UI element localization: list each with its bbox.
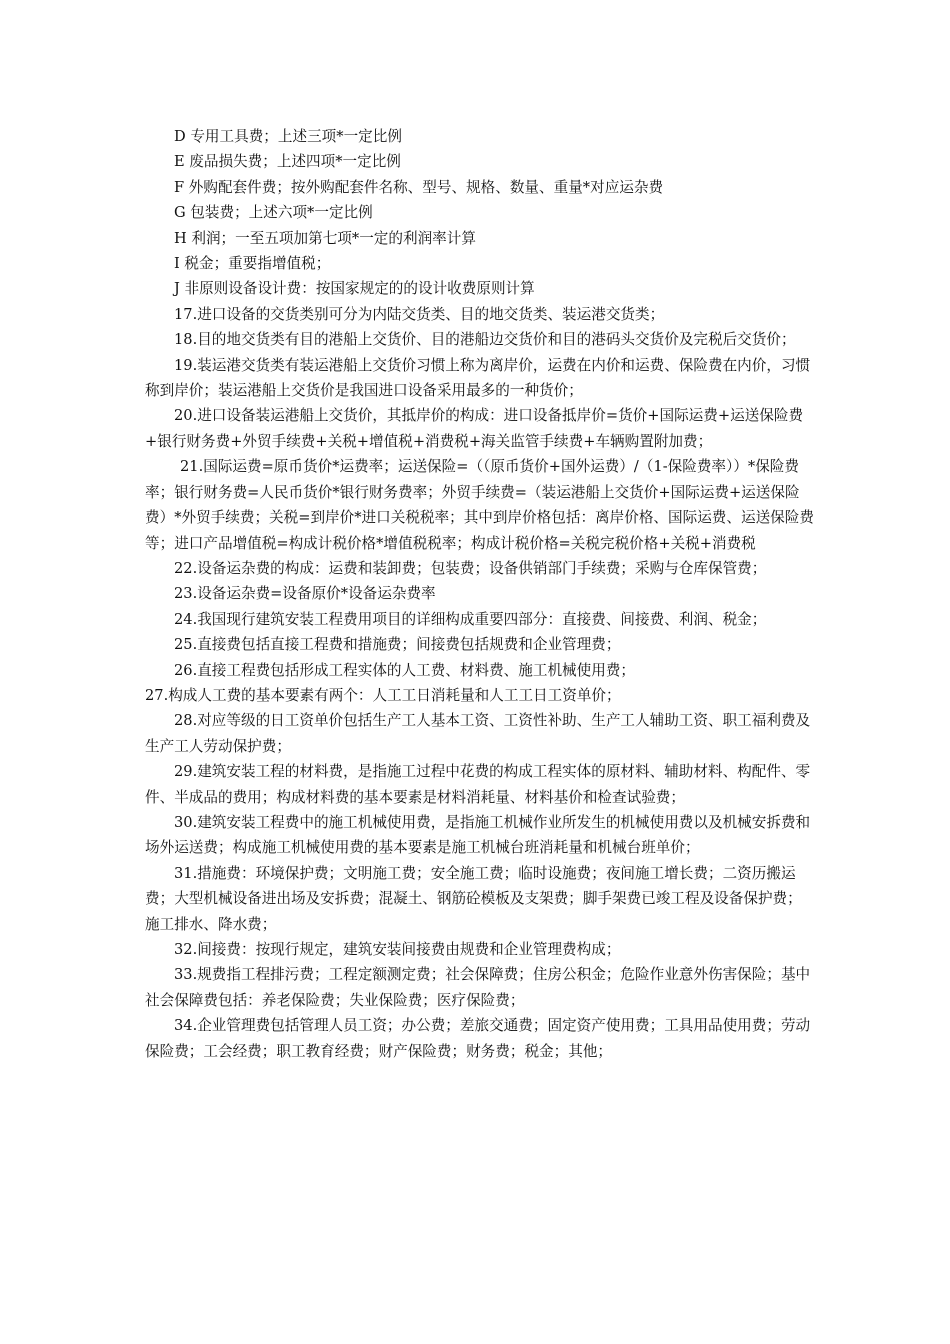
paragraph-d: D 专用工具费；上述三项*一定比例 (174, 128, 402, 145)
paragraph-18: 18.目的地交货类有目的港船上交货价、目的港船边交货价和目的港码头交货价及完税后交货价； (174, 331, 796, 349)
paragraph-20: 20.进口设备装运港船上交货价，其抵岸价的构成：进口设备抵岸价=货价+国际运费+运送保险费+银行财务费+外贸手续费+关税+增值税+消费税+海关监管手续费+车辆购置附加费； (145, 407, 804, 450)
paragraph-f: F 外购配套件费；按外购配套件名称、型号、规格、数量、重量*对应运杂费 (174, 178, 664, 196)
paragraph-26: 26.直接工程费包括形成工程实体的人工费、材料费、施工机械使用费； (174, 661, 636, 679)
paragraph-28: 28.对应等级的日工资单价包括生产工人基本工资、工资性补助、生产工人辅助工资、职工福利费及生产工人劳动保护费； (145, 712, 811, 755)
paragraph-j: J 非原则设备设计费：按国家规定的的设计收费原则计算 (174, 280, 535, 298)
paragraph-17: 17.进口设备的交货类别可分为内陆交货类、目的地交货类、装运港交货类； (174, 305, 665, 323)
paragraph-27: 27.构成人工费的基本要素有两个：人工工日消耗量和人工工日工资单价； (145, 686, 621, 704)
paragraph-32: 32.间接费：按现行规定，建筑安装间接费由规费和企业管理费构成； (174, 941, 621, 958)
paragraph-33: 33.规费指工程排污费；工程定额测定费；社会保障费；住房公积金；危险作业意外伤害保险；基中社会保障费包括：养老保险费；失业保险费；医疗保险费； (145, 966, 811, 1009)
paragraph-21: 21.国际运费=原币货价*运费率；运送保险=（（原币货价+国外运费）/（1-保险费率））*保险费率；银行财务费=人民币货价*银行财务费率；外贸手续费=（装运港船上交货价+国际运费+运送保险费）*外贸手续费；关税=到岸价*进口关税税率；其中到岸价格包括：离岸价格、国际运费、运送保险费等；进口产品增值税=构成计税价格*增值税税率；构成计税价格=关税完税价格+关税+消费税 (145, 458, 814, 552)
paragraph-g: G 包装费；上述六项*一定比例 (174, 204, 373, 222)
paragraph-34: 34.企业管理费包括管理人员工资；办公费；差旅交通费；固定资产使用费；工具用品使用费；劳动保险费；工会经费；职工教育经费；财产保险费；财务费；税金；其他； (145, 1017, 811, 1060)
paragraph-31: 31.措施费：环境保护费；文明施工费；安全施工费；临时设施费；夜间施工增长费；二资历搬运费；大型机械设备进出场及安拆费；混凝土、钢筋砼模板及支架费；脚手架费已竣工程及设备保护费；施工排水、降水费； (145, 864, 802, 933)
document-page (145, 124, 815, 1064)
paragraph-30: 30.建筑安装工程费中的施工机械使用费，是指施工机械作业所发生的机械使用费以及机械安拆费和场外运送费；构成施工机械使用费的基本要素是施工机械台班消耗量和机械台班单价； (145, 813, 811, 857)
paragraph-23: 23.设备运杂费=设备原价*设备运杂费率 (174, 585, 436, 603)
paragraph-i: I 税金；重要指增值税； (174, 255, 331, 273)
paragraph-19: 19.装运港交货类有装运港船上交货价习惯上称为离岸价，运费在内价和运费、保险费在内价，习惯称到岸价；装运港船上交货价是我国进口设备采用最多的一种货价； (145, 356, 811, 400)
paragraph-e: E 废品损失费；上述四项*一定比例 (174, 153, 401, 171)
paragraph-24: 24.我国现行建筑安装工程费用项目的详细构成重要四部分：直接费、间接费、利润、税金； (174, 610, 767, 628)
paragraph-29: 29.建筑安装工程的材料费，是指施工过程中花费的构成工程实体的原材料、辅助材料、构配件、零件、半成品的费用；构成材料费的基本要素是材料消耗量、材料基价和检查试验费； (145, 763, 811, 806)
paragraph-25: 25.直接费包括直接工程费和措施费；间接费包括规费和企业管理费； (174, 636, 621, 654)
paragraph-h: H 利润；一至五项加第七项*一定的利润率计算 (174, 229, 476, 247)
paragraph-22: 22.设备运杂费的构成：运费和装卸费；包装费；设备供销部门手续费；采购与仓库保管费； (174, 559, 767, 577)
